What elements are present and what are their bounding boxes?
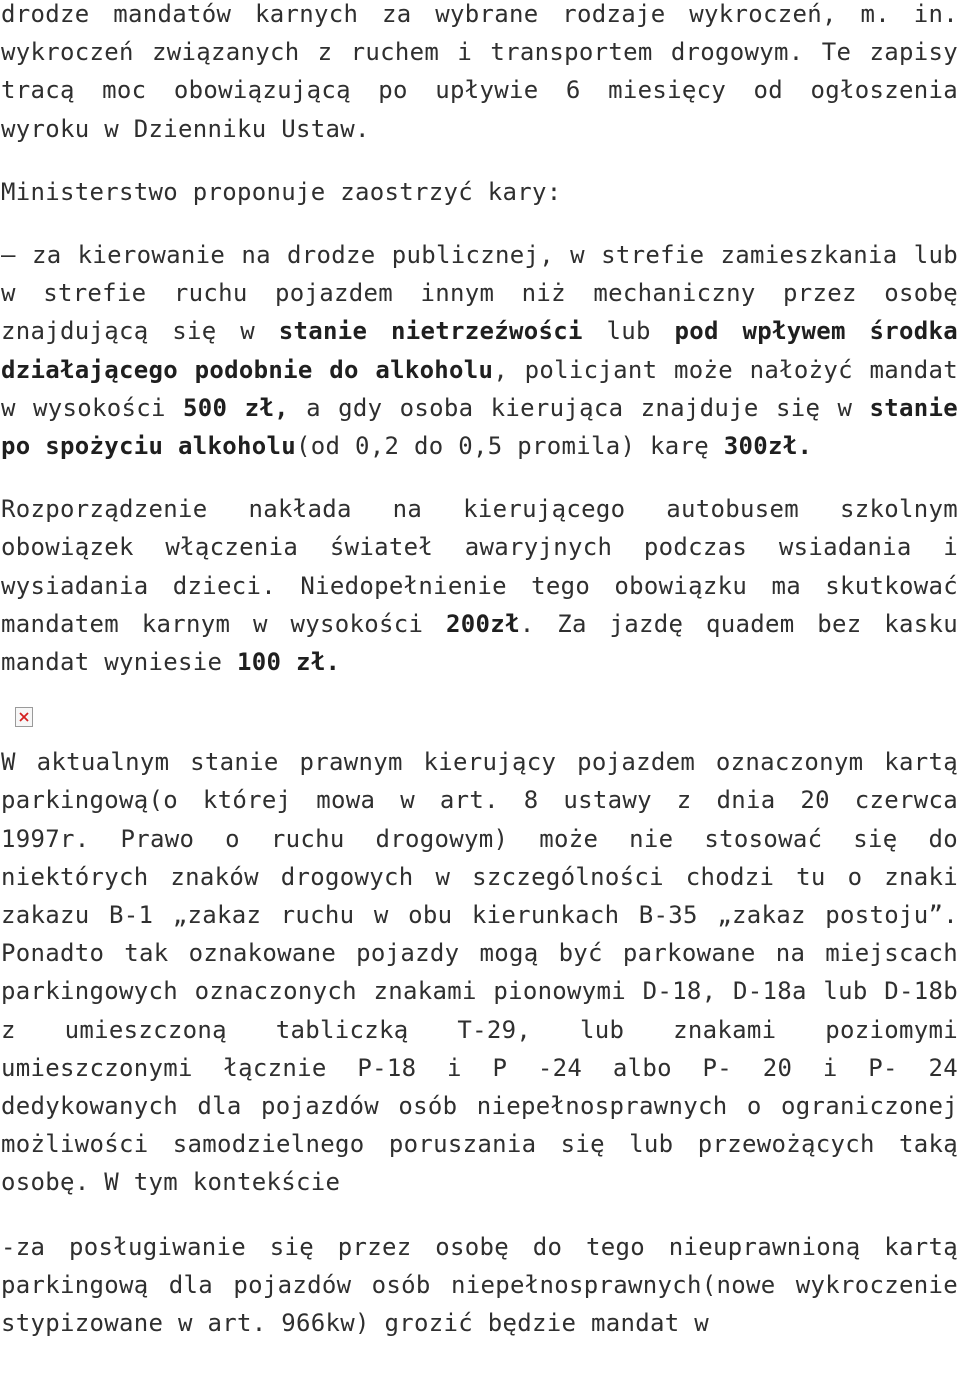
text-segment: Rozporządzenie nakłada na kierującego autobusem szkolnym obowiązek włączenia świateł awaryjnych podczas wsiadania i wysiadania dzieci. Niedopełnienie tego obowiązku ma skutkować mandatem karnym w wysokości [1, 495, 958, 638]
bold-amount-100: 100 zł. [237, 648, 341, 677]
text-segment: lub [582, 317, 675, 346]
text-segment: a gdy osoba kierująca znajduje się w [288, 393, 870, 422]
broken-image-icon [15, 707, 33, 727]
paragraph-school-bus [0, 490, 960, 681]
paragraph-ministry: Ministerstwo proponuje zaostrzyć kary: [1, 177, 562, 206]
paragraph-parking-card: W aktualnym stanie prawnym kierujący pojazdem oznaczonym kartą parkingową(o której mowa w art. 8 ustawy z dnia 20 czerwca 1997r. Prawo o ruchu drogowym) może nie stosować się do niektórych znaków drogowych w szczególności chodzi tu o znaki zakazu B-1 „zakaz ruchu w obu kierunkach B-35 „zakaz postoju”. Ponadto tak oznakowane pojazdy mogą być parkowane na miejscach parkingowych oznaczonych znakami pionowymi D-18, D-18a lub D-18b z umieszczoną tabliczką T-29, lub znakami poziomymi umieszczonymi łącznie P-18 i P -24 albo P- 20 i P- 24 dedykowanych dla pojazdów osób niepełnosprawnych o ograniczonej możliwości samodzielnego poruszania się lub przewożących taką osobę. W tym kontekście [1, 748, 958, 1197]
bold-term-after-alcohol: stanie po spożyciu alkoholu [1, 393, 958, 461]
bold-amount-500: 500 zł, [183, 393, 289, 422]
text-segment: . Za jazdę quadem bez kasku mandat wyniesie [1, 609, 958, 677]
bold-term-intoxication: stanie nietrzeźwości [278, 317, 583, 346]
bold-amount-200: 200zł [446, 609, 520, 638]
paragraph-intro: drodze mandatów karnych za wybrane rodzaje wykroczeń, m. in. wykroczeń związanych z ruchem i transportem drogowym. Te zapisy tracą moc obowiązującą po upływie 6 miesięcy od ogłoszenia wyroku w Dzienniku Ustaw. [1, 0, 958, 143]
text-segment: , policjant może nałożyć mandat w wysokości [1, 355, 958, 422]
bold-amount-300: 300zł. [723, 432, 813, 461]
text-segment: – za kierowanie na drodze publicznej, w strefie zamieszkania lub w strefie ruchu pojazdem innym niż mechaniczny przez osobę znajdującą się w [1, 241, 958, 346]
text-segment: (od 0,2 do 0,5 promila) karę [295, 432, 724, 461]
paragraph-penalties [0, 236, 960, 465]
image-placeholder-row [0, 681, 960, 743]
bold-term-substance: pod wpływem środka działającego podobnie do alkoholu [1, 317, 958, 384]
paragraph-unauthorized-use: -za posługiwanie się przez osobę do tego nieuprawnioną kartą parkingową dla pojazdów osób niepełnosprawnych(nowe wykroczenie stypizowane w art. 966kw) grozić będzie mandat w [1, 1232, 958, 1338]
